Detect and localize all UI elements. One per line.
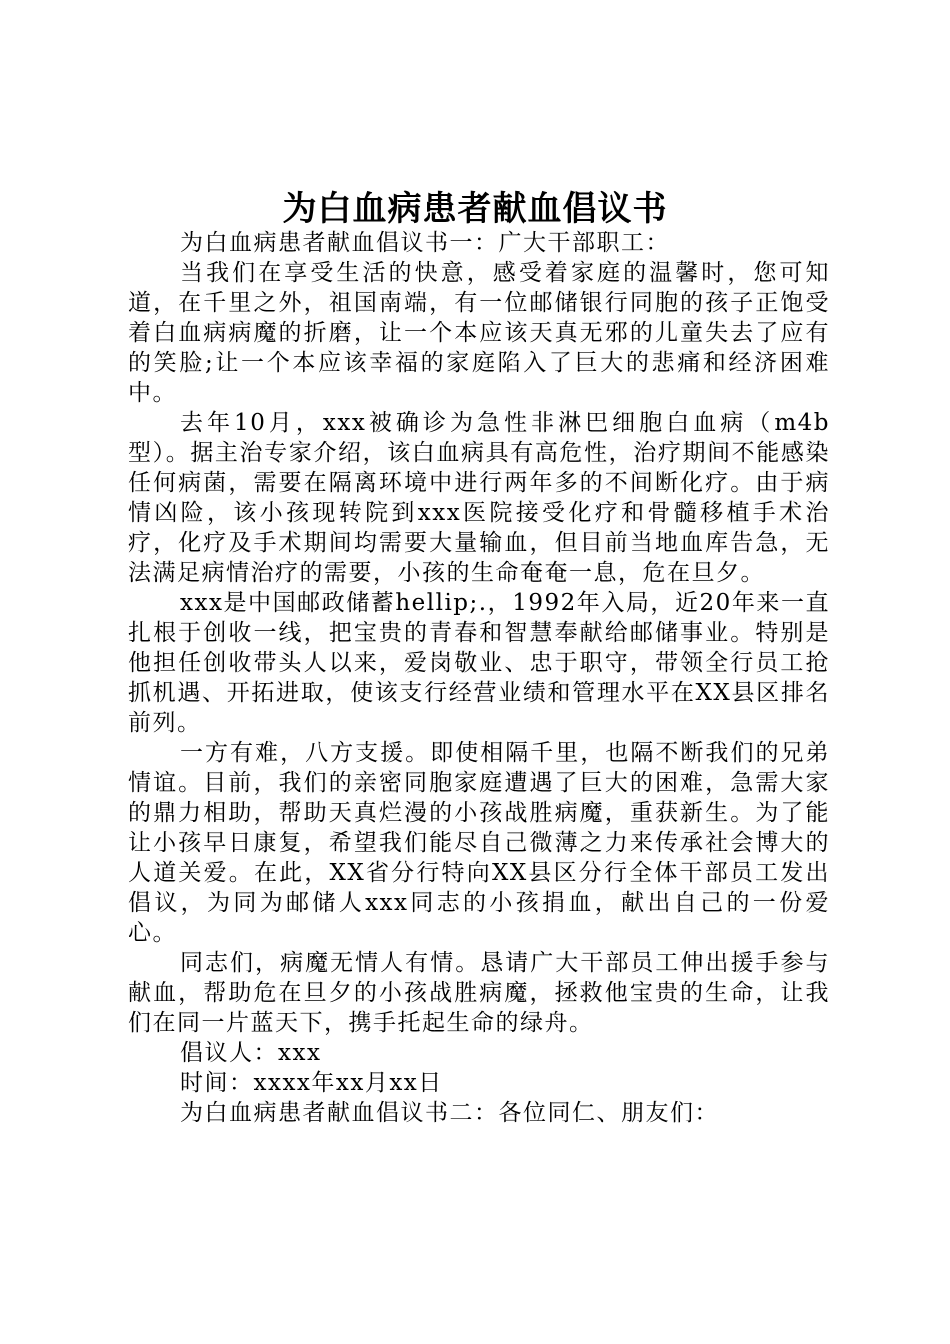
signature-line: 倡议人：xxx bbox=[180, 1040, 322, 1066]
paragraph: xxx是中国邮政储蓄hellip;.，1992年入局，近20年来一直扎根于创收一线，把宝贵的青春和智慧奉献给邮储事业。特别是他担任创收带头人以来，爱岗敬业、忠于职守，带领全行员工抢抓机遇、开拓进取，使该支行经营业绩和管理水平在XX县区排名前列。 bbox=[128, 590, 830, 736]
document-body bbox=[128, 228, 830, 1128]
paragraph-heading-2: 为白血病患者献血倡议书二：各位同仁、朋友们： bbox=[180, 1100, 719, 1126]
document-title: 为白血病患者献血倡议书 bbox=[282, 189, 668, 229]
paragraph: 同志们，病魔无情人有情。恳请广大干部员工伸出援手参与献血，帮助危在旦夕的小孩战胜病魔，拯救他宝贵的生命，让我们在同一片蓝天下，携手托起生命的绿舟。 bbox=[128, 950, 830, 1036]
paragraph: 去年10月，xxx被确诊为急性非淋巴细胞白血病（m4b型）。据主治专家介绍，该白血病具有高危性，治疗期间不能感染任何病菌，需要在隔离环境中进行两年多的不间断化疗。由于病情凶险，该小孩现转院到xxx医院接受化疗和骨髓移植手术治疗，化疗及手术期间均需要大量输血，但目前当地血库告急，无法满足病情治疗的需要，小孩的生命奄奄一息，危在旦夕。 bbox=[128, 410, 830, 586]
paragraph: 一方有难，八方支援。即使相隔千里，也隔不断我们的兄弟情谊。目前，我们的亲密同胞家庭遭遇了巨大的困难，急需大家的鼎力相助，帮助天真烂漫的小孩战胜病魔，重获新生。为了能让小孩早日康复，希望我们能尽自己微薄之力来传承社会博大的人道关爱。在此，XX省分行特向XX县区分行全体干部员工发出倡议，为同为邮储人xxx同志的小孩捐血，献出自己的一份爱心。 bbox=[128, 740, 830, 946]
paragraph-heading-1: 为白血病患者献血倡议书一：广大干部职工： bbox=[180, 230, 670, 256]
paragraph: 当我们在享受生活的快意，感受着家庭的温馨时，您可知道，在千里之外，祖国南端，有一位邮储银行同胞的孩子正饱受着白血病病魔的折磨，让一个本应该天真无邪的儿童失去了应有的笑脸;让一个本应该幸福的家庭陷入了巨大的悲痛和经济困难中。 bbox=[128, 260, 830, 406]
date-line: 时间：xxxx年xx月xx日 bbox=[180, 1070, 443, 1096]
